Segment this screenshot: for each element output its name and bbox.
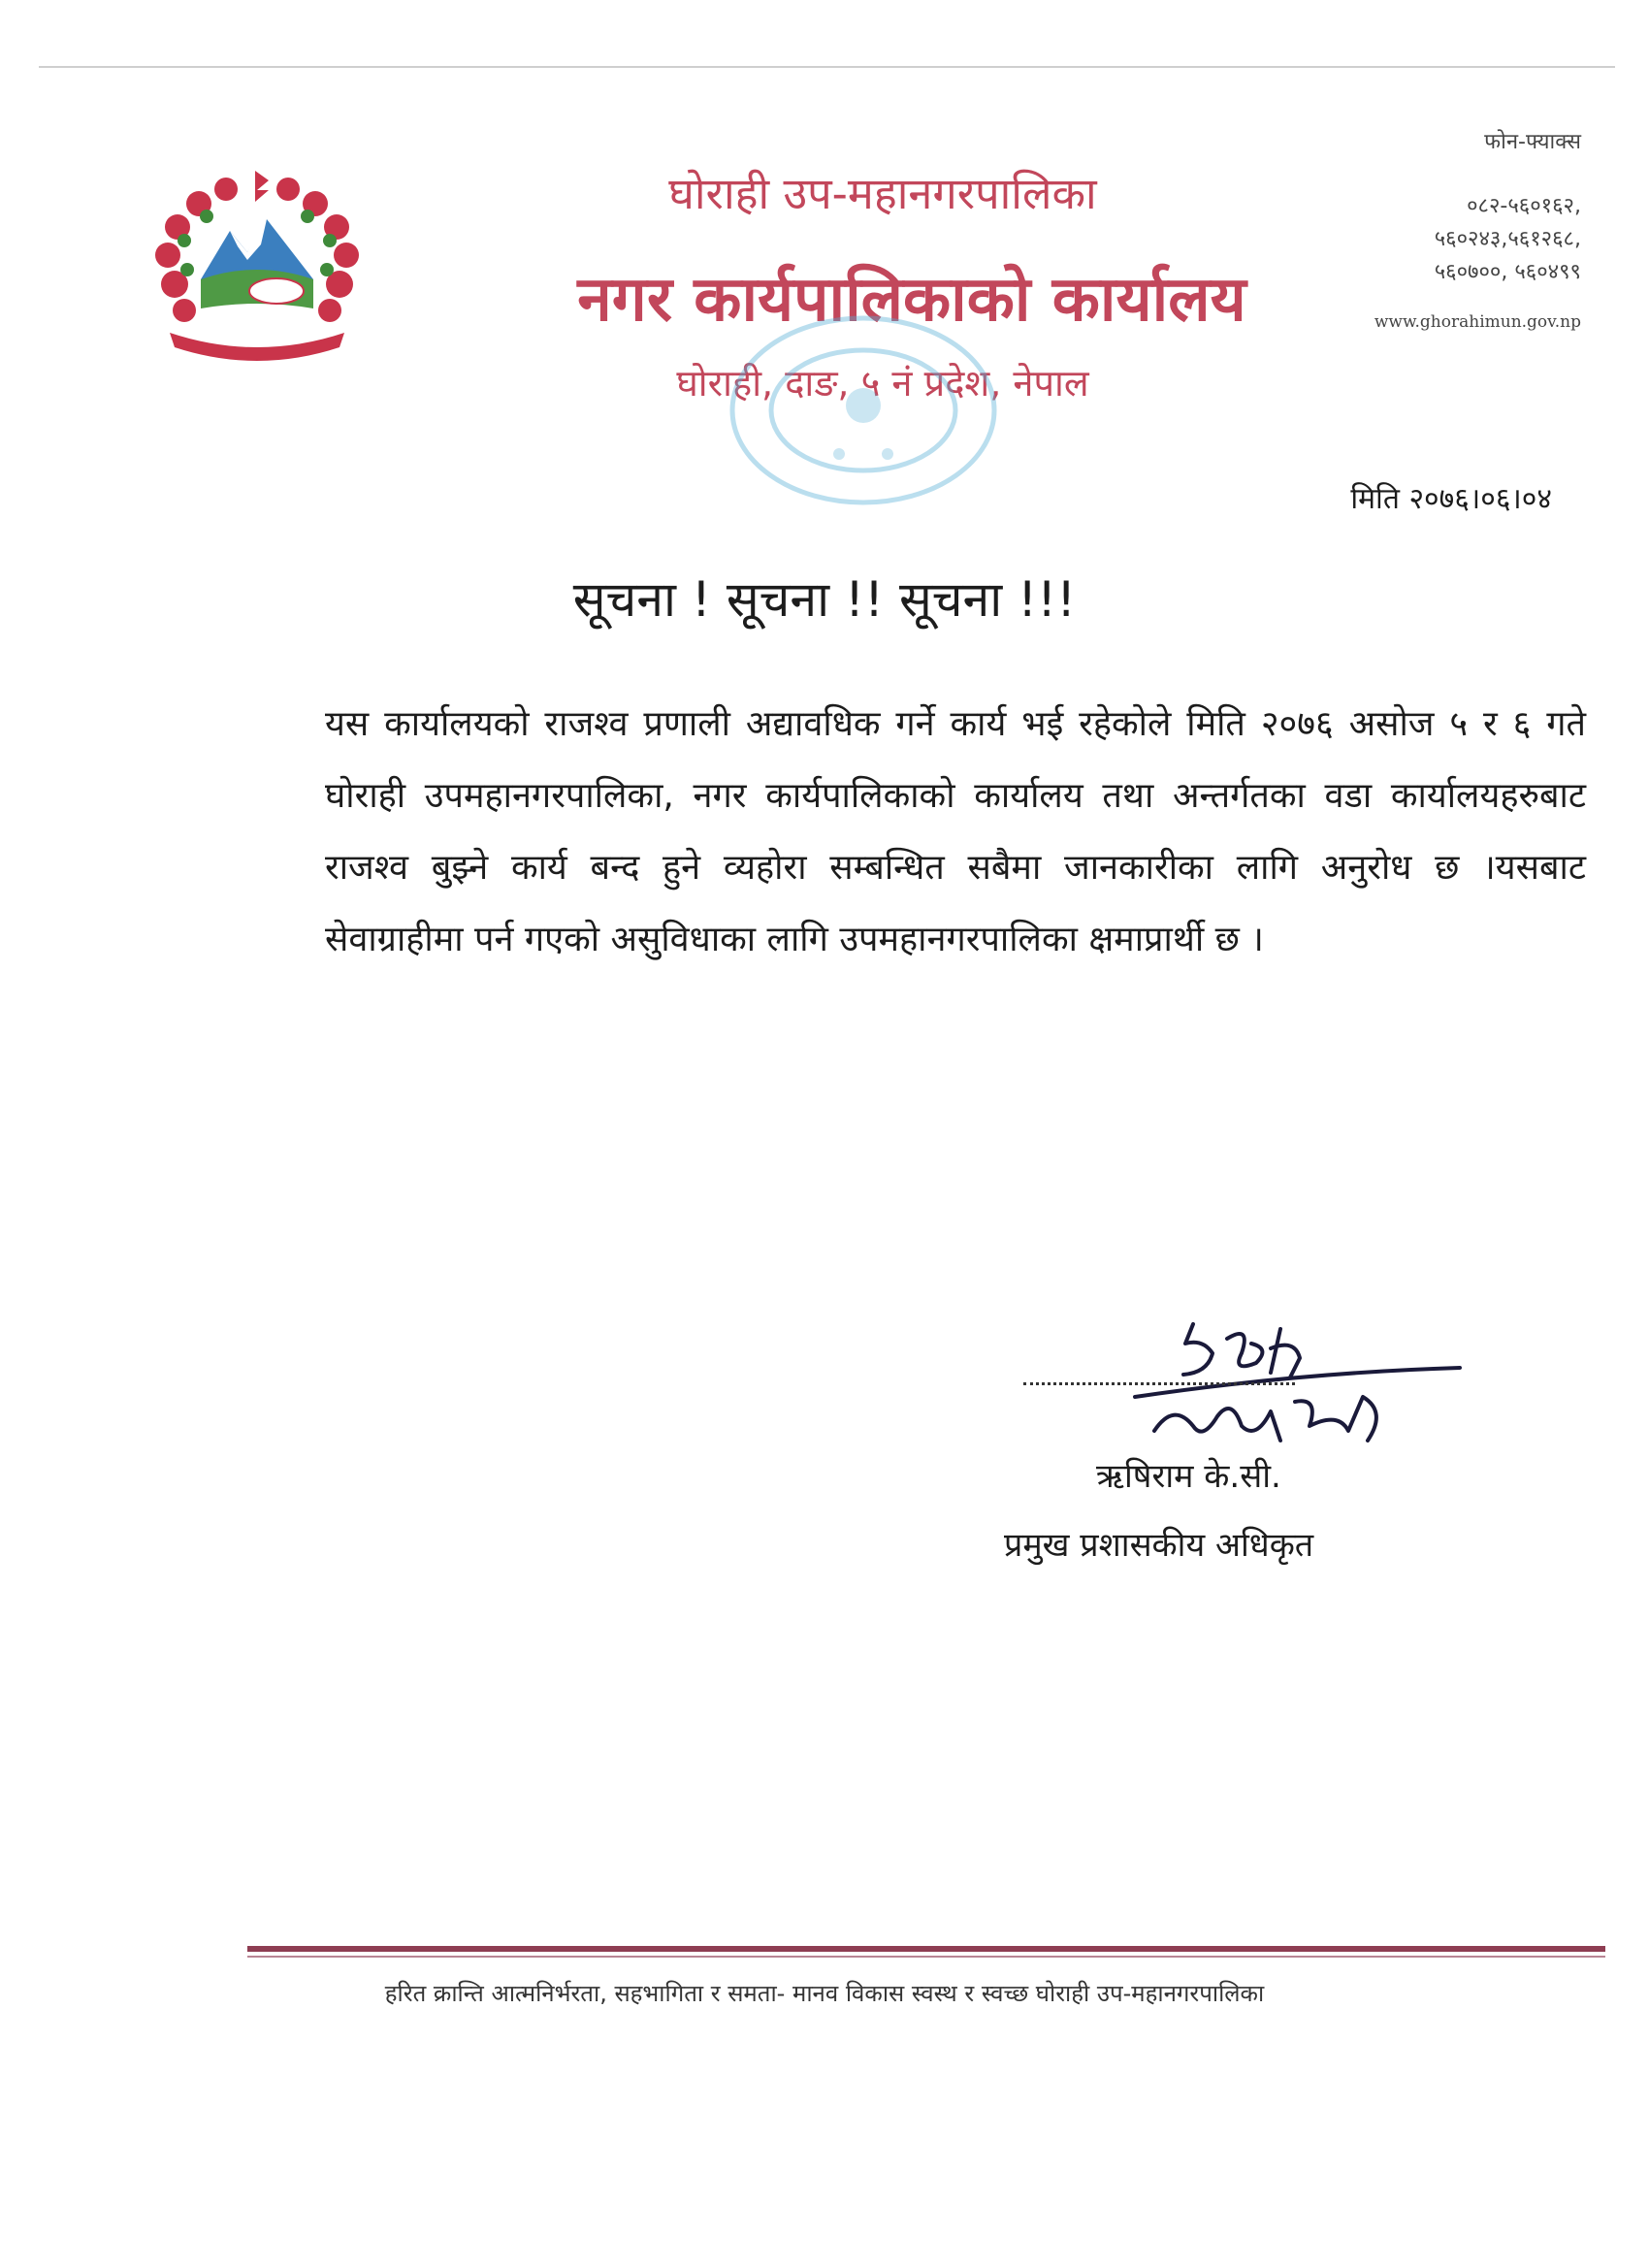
- notice-date: मिति २०७६।०६।०४: [1350, 482, 1552, 516]
- office-name: नगर कार्यपालिकाको कार्यालय: [577, 264, 1246, 336]
- municipality-name: घोराही उप-महानगरपालिका: [668, 168, 1097, 219]
- contact-label: फोन-फ्याक्स: [1484, 130, 1581, 154]
- office-address: घोराही, दाङ, ५ नं प्रदेश, नेपाल: [676, 362, 1089, 405]
- notice-body: यस कार्यालयको राजश्व प्रणाली अद्यावधिक गर्ने कार्य भई रहेकोले मिति २०७६ असोज ५ र ६ गते घोराही उपमहानगरपालिका, नगर कार्यपालिकाको कार्यालय तथा अन्तर्गतका वडा कार्यालयहरुबाट राजश्व बुझ्ने कार्य बन्द हुने व्यहोरा सम्बन्धित सबैमा जानकारीका लागि अनुरोध छ ।यसबाट सेवाग्राहीमा पर्न गएको असुविधाका लागि उपमहानगरपालिका क्षमाप्रार्थी छ ।: [325, 704, 1586, 959]
- footer-rule-thin: [247, 1956, 1605, 1958]
- office-seal-stamp: [723, 308, 1004, 512]
- signatory-name: ऋषिराम के.सी.: [1096, 1457, 1281, 1496]
- signatory-title: प्रमुख प्रशासकीय अधिकृत: [1004, 1526, 1314, 1565]
- website-link[interactable]: www.ghorahimun.gov.np: [1374, 312, 1581, 332]
- notice-title: सूचना ! सूचना !! सूचना !!!: [572, 571, 1077, 628]
- nepal-emblem-icon: [141, 163, 373, 376]
- footer-slogan: हरित क्रान्ति आत्मनिर्भरता, सहभागिता र समता- मानव विकास स्वस्थ र स्वच्छ घोराही उप-महानगरपालिका: [384, 1980, 1265, 2007]
- footer-rule: [247, 1946, 1605, 1952]
- handwritten-signature: [1125, 1305, 1474, 1450]
- contact-phones: ०८२-५६०१६२, ५६०२४३,५६१२६८, ५६०७००, ५६०४९९: [1434, 194, 1581, 284]
- scan-top-edge: [39, 66, 1615, 68]
- signature-line: [1023, 1382, 1295, 1385]
